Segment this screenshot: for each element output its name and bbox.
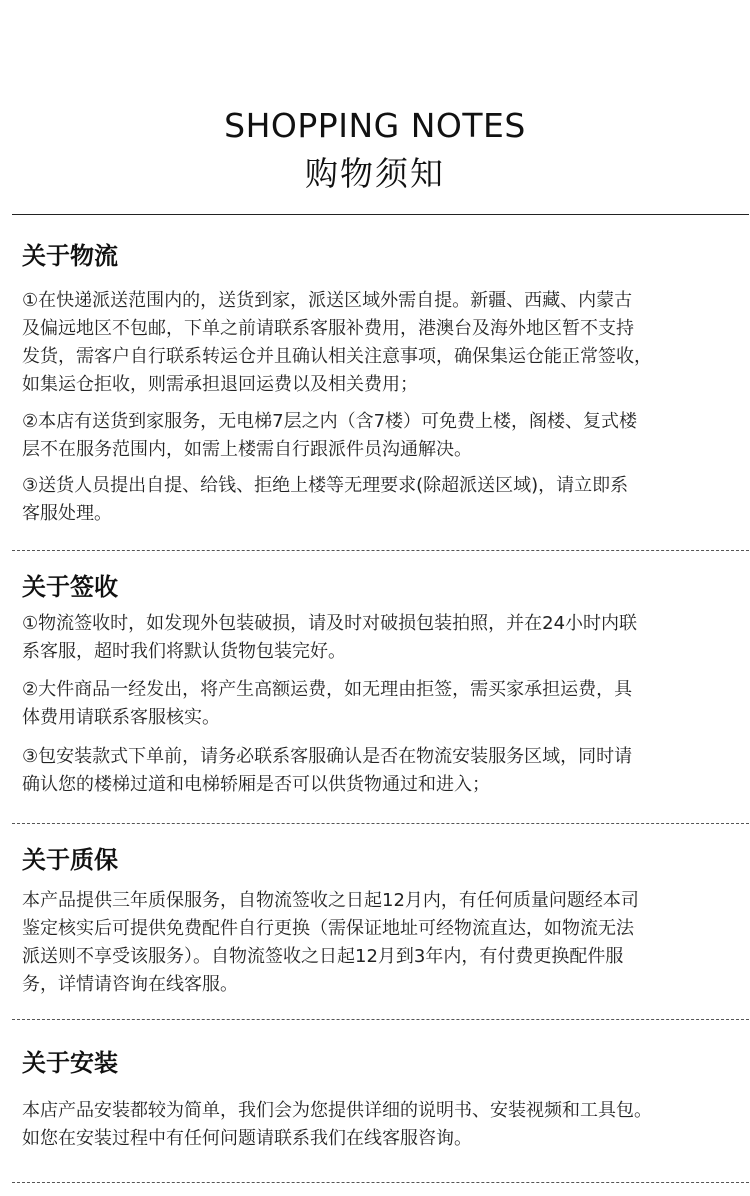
receipt-paragraph-2: ②大件商品一经发出，将产生高额运费，如无理由拒签，需买家承担运费，具 体费用请联系客服核实。 [22, 679, 633, 728]
warranty-paragraph: 本产品提供三年质保服务，自物流签收之日起12月内，有任何质量问题经本司 鉴定核实后可提供免费配件自行更换（需保证地址可经物流直达，如物流无法 派送则不享受该服务）。自物流签收之日起12月到3年内，有付费更换配件服 务，详情请咨询在线客服。 [22, 890, 639, 995]
installation-paragraph: 本店产品安装都较为简单，我们会为您提供详细的说明书、安装视频和工具包。 如您在安装过程中有任何问题请联系我们在线客服咨询。 [22, 1100, 652, 1149]
section-divider [12, 1019, 749, 1020]
logistics-paragraph-2: ②本店有送货到家服务，无电梯7层之内（含7楼）可免费上楼，阁楼、复式楼 层不在服务范围内，如需上楼需自行跟派件员沟通解决。 [22, 411, 638, 460]
logistics-paragraph-1: ①在快递派送范围内的，送货到家，派送区域外需自提。新疆、西藏、内蒙古 及偏远地区不包邮，下单之前请联系客服补费用，港澳台及海外地区暂不支持 发货，需客户自行联系转运仓并且确认相关注意事项，确保集运仓能正常签收， 如集运仓拒收，则需承担退回运费以及相关费用； [22, 290, 652, 395]
section-title-logistics: 关于物流 [22, 242, 118, 270]
section-divider [12, 550, 749, 551]
receipt-paragraph-3: ③包安装款式下单前，请务必联系客服确认是否在物流安装服务区域，同时请 确认您的楼梯过道和电梯轿厢是否可以供货物通过和进入； [22, 746, 633, 795]
header [0, 0, 750, 216]
section-divider [12, 1182, 749, 1183]
logistics-paragraph-3: ③送货人员提出自提、给钱、拒绝上楼等无理要求(除超派送区域)，请立即系 客服处理。 [22, 475, 629, 524]
header-divider [12, 214, 749, 215]
section-title-installation: 关于安装 [22, 1049, 118, 1077]
title-chinese: 购物须知 [305, 154, 445, 193]
receipt-paragraph-1: ①物流签收时，如发现外包装破损，请及时对破损包装拍照，并在24小时内联 系客服，超时我们将默认货物包装完好。 [22, 613, 638, 662]
section-title-warranty: 关于质保 [22, 846, 118, 874]
section-divider [12, 823, 749, 824]
title-english: SHOPPING NOTES [224, 106, 526, 145]
section-title-receipt: 关于签收 [22, 573, 118, 601]
